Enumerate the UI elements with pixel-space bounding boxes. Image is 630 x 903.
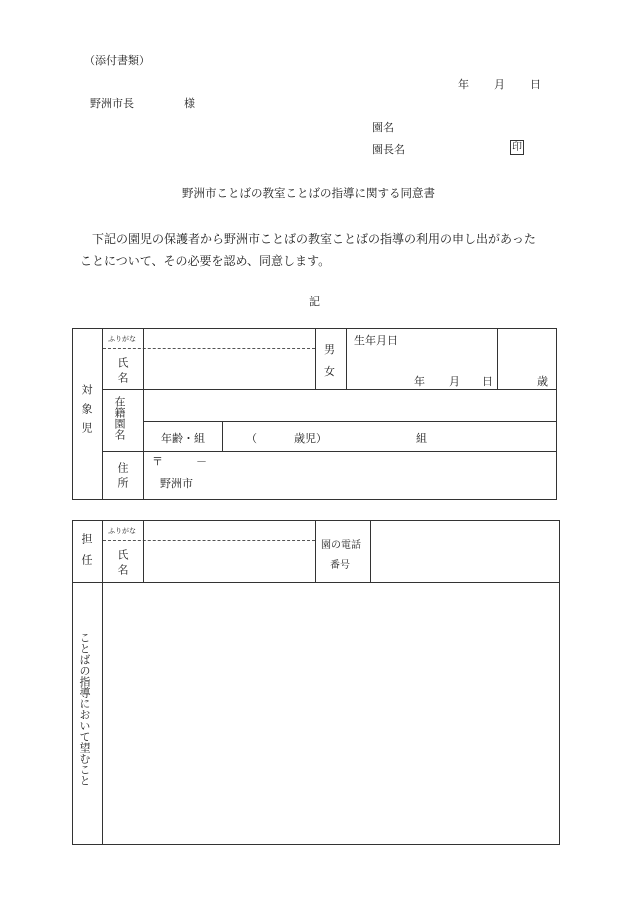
enrolled-school-label: 在籍園名 [113,396,126,440]
principal-label: 園長名 [372,143,405,156]
birth-year: 年 [414,375,425,388]
request-label: ことばの指導において望むこと [78,632,91,786]
phone-label-line1: 園の電話 [321,540,361,551]
body-line-1: 下記の園児の保護者から野洲市ことばの教室ことばの指導の利用の申し出があった [92,232,536,246]
teacher-name-label: 氏名 [116,549,129,579]
school-name-label: 園名 [372,121,394,134]
ki-label: 記 [309,295,320,308]
postal-mark: 〒 [152,455,163,468]
phone-label-line2: 番号 [330,560,350,571]
date-month: 月 [494,78,505,91]
age-years-suffix: 歳児） [294,432,327,445]
birth-day: 日 [482,375,493,388]
request-field[interactable] [103,583,558,843]
age-suffix: 歳 [537,375,548,388]
address-label: 住所 [116,462,129,492]
addressee: 野洲市長 [90,97,134,110]
date-year: 年 [458,78,469,91]
furigana-label: ふりがな [108,335,136,343]
child-name-label: 氏名 [116,357,129,387]
sex-female: 女 [324,365,335,378]
birth-date-label: 生年月日 [354,334,398,347]
date-day: 日 [530,78,541,91]
seal-mark: 印 [512,142,522,153]
age-class-label: 年齢・組 [161,432,205,445]
target-child-label: 対象児 [80,384,93,441]
body-line-2: ことについて、その必要を認め、同意します。 [80,254,331,268]
attachment-label: （添付書類） [84,54,150,67]
phone-field[interactable] [371,521,558,581]
honorific: 様 [184,97,195,110]
sex-male: 男 [324,343,335,356]
age-open-paren: （ [246,432,257,445]
class-suffix: 組 [416,432,427,445]
postal-dash: － [196,455,207,468]
teacher-name-field[interactable] [144,542,314,581]
teacher-label: 担任 [80,533,93,575]
enrolled-school-field[interactable] [144,391,555,420]
document-title: 野洲市ことばの教室ことばの指導に関する同意書 [182,186,435,200]
birth-month: 月 [449,375,460,388]
city-name: 野洲市 [160,477,193,490]
teacher-furigana-label: ふりがな [108,527,136,535]
child-name-field[interactable] [144,350,314,388]
